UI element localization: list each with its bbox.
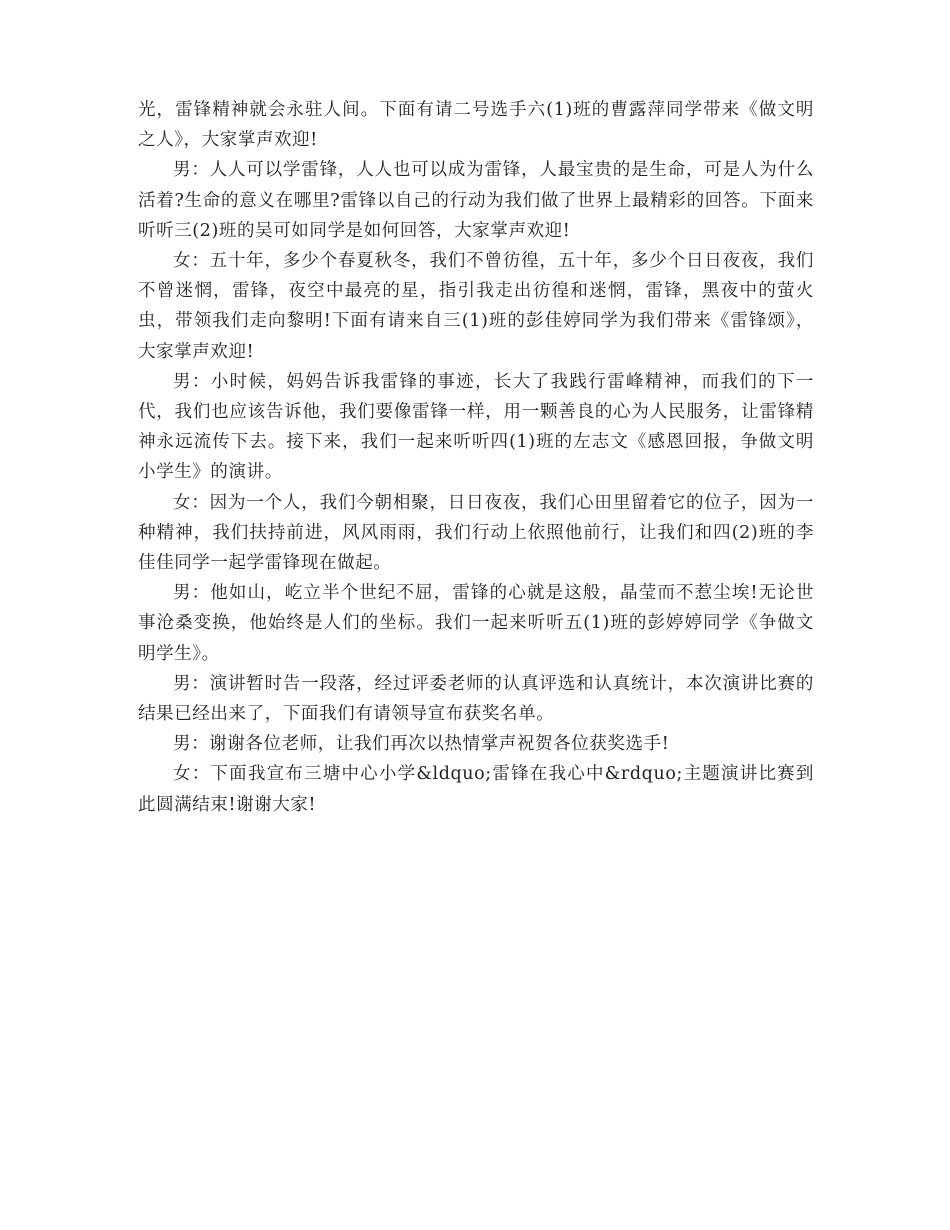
paragraph-male-5: 男：谢谢各位老师，让我们再次以热情掌声祝贺各位获奖选手!: [173, 734, 670, 755]
paragraph-male-2: 男：小时候，妈妈告诉我雷锋的事迹，长大了我践行雷峰精神，而我们的下一代，我们也应该告诉他，我们要像雷锋一样，用一颗善良的心为人民服务，让雷锋精神永远流传下去。接下来，我们一起来听听四(1)班的左志文《感恩回报，争做文明小学生》的演讲。: [138, 371, 814, 483]
paragraph-continuation: 光，雷锋精神就会永驻人间。下面有请二号选手六(1)班的曹露萍同学带来《做文明之人》，大家掌声欢迎!: [138, 100, 814, 151]
paragraph-male-4: 男：演讲暂时告一段落，经过评委老师的认真评选和认真统计，本次演讲比赛的结果已经出来了，下面我们有请领导宣布获奖名单。: [138, 673, 814, 725]
paragraph-female-2: 女：因为一个人，我们今朝相聚，日日夜夜，我们心田里留着它的位子，因为一种精神，我们扶持前进，风风雨雨，我们行动上依照他前行，让我们和四(2)班的李佳佳同学一起学雷锋现在做起。: [138, 492, 814, 574]
paragraph-female-3: 女：下面我宣布三塘中心小学&ldquo;雷锋在我心中&rdquo;主题演讲比赛到此圆满结束!谢谢大家!: [138, 764, 814, 815]
paragraph-male-3: 男：他如山，屹立半个世纪不屈，雷锋的心就是这般，晶莹而不惹尘埃!无论世事沧桑变换，他始终是人们的坐标。我们一起来听听五(1)班的彭婷婷同学《争做文明学生》。: [138, 583, 814, 664]
paragraph-female-1: 女：五十年，多少个春夏秋冬，我们不曾彷徨，五十年，多少个日日夜夜，我们不曾迷惘，雷锋，夜空中最亮的星，指引我走出彷徨和迷惘，雷锋，黑夜中的萤火虫，带领我们走向黎明!下面有请来自三(1)班的彭佳婷同学为我们带来《雷锋颂》，大家掌声欢迎!: [138, 251, 814, 362]
paragraph-male-1: 男：人人可以学雷锋，人人也可以成为雷锋，人最宝贵的是生命，可是人为什么活着?生命的意义在哪里?雷锋以自己的行动为我们做了世界上最精彩的回答。下面来听听三(2)班的吴可如同学是如何回答，大家掌声欢迎!: [138, 160, 814, 241]
document-page: [138, 95, 814, 820]
